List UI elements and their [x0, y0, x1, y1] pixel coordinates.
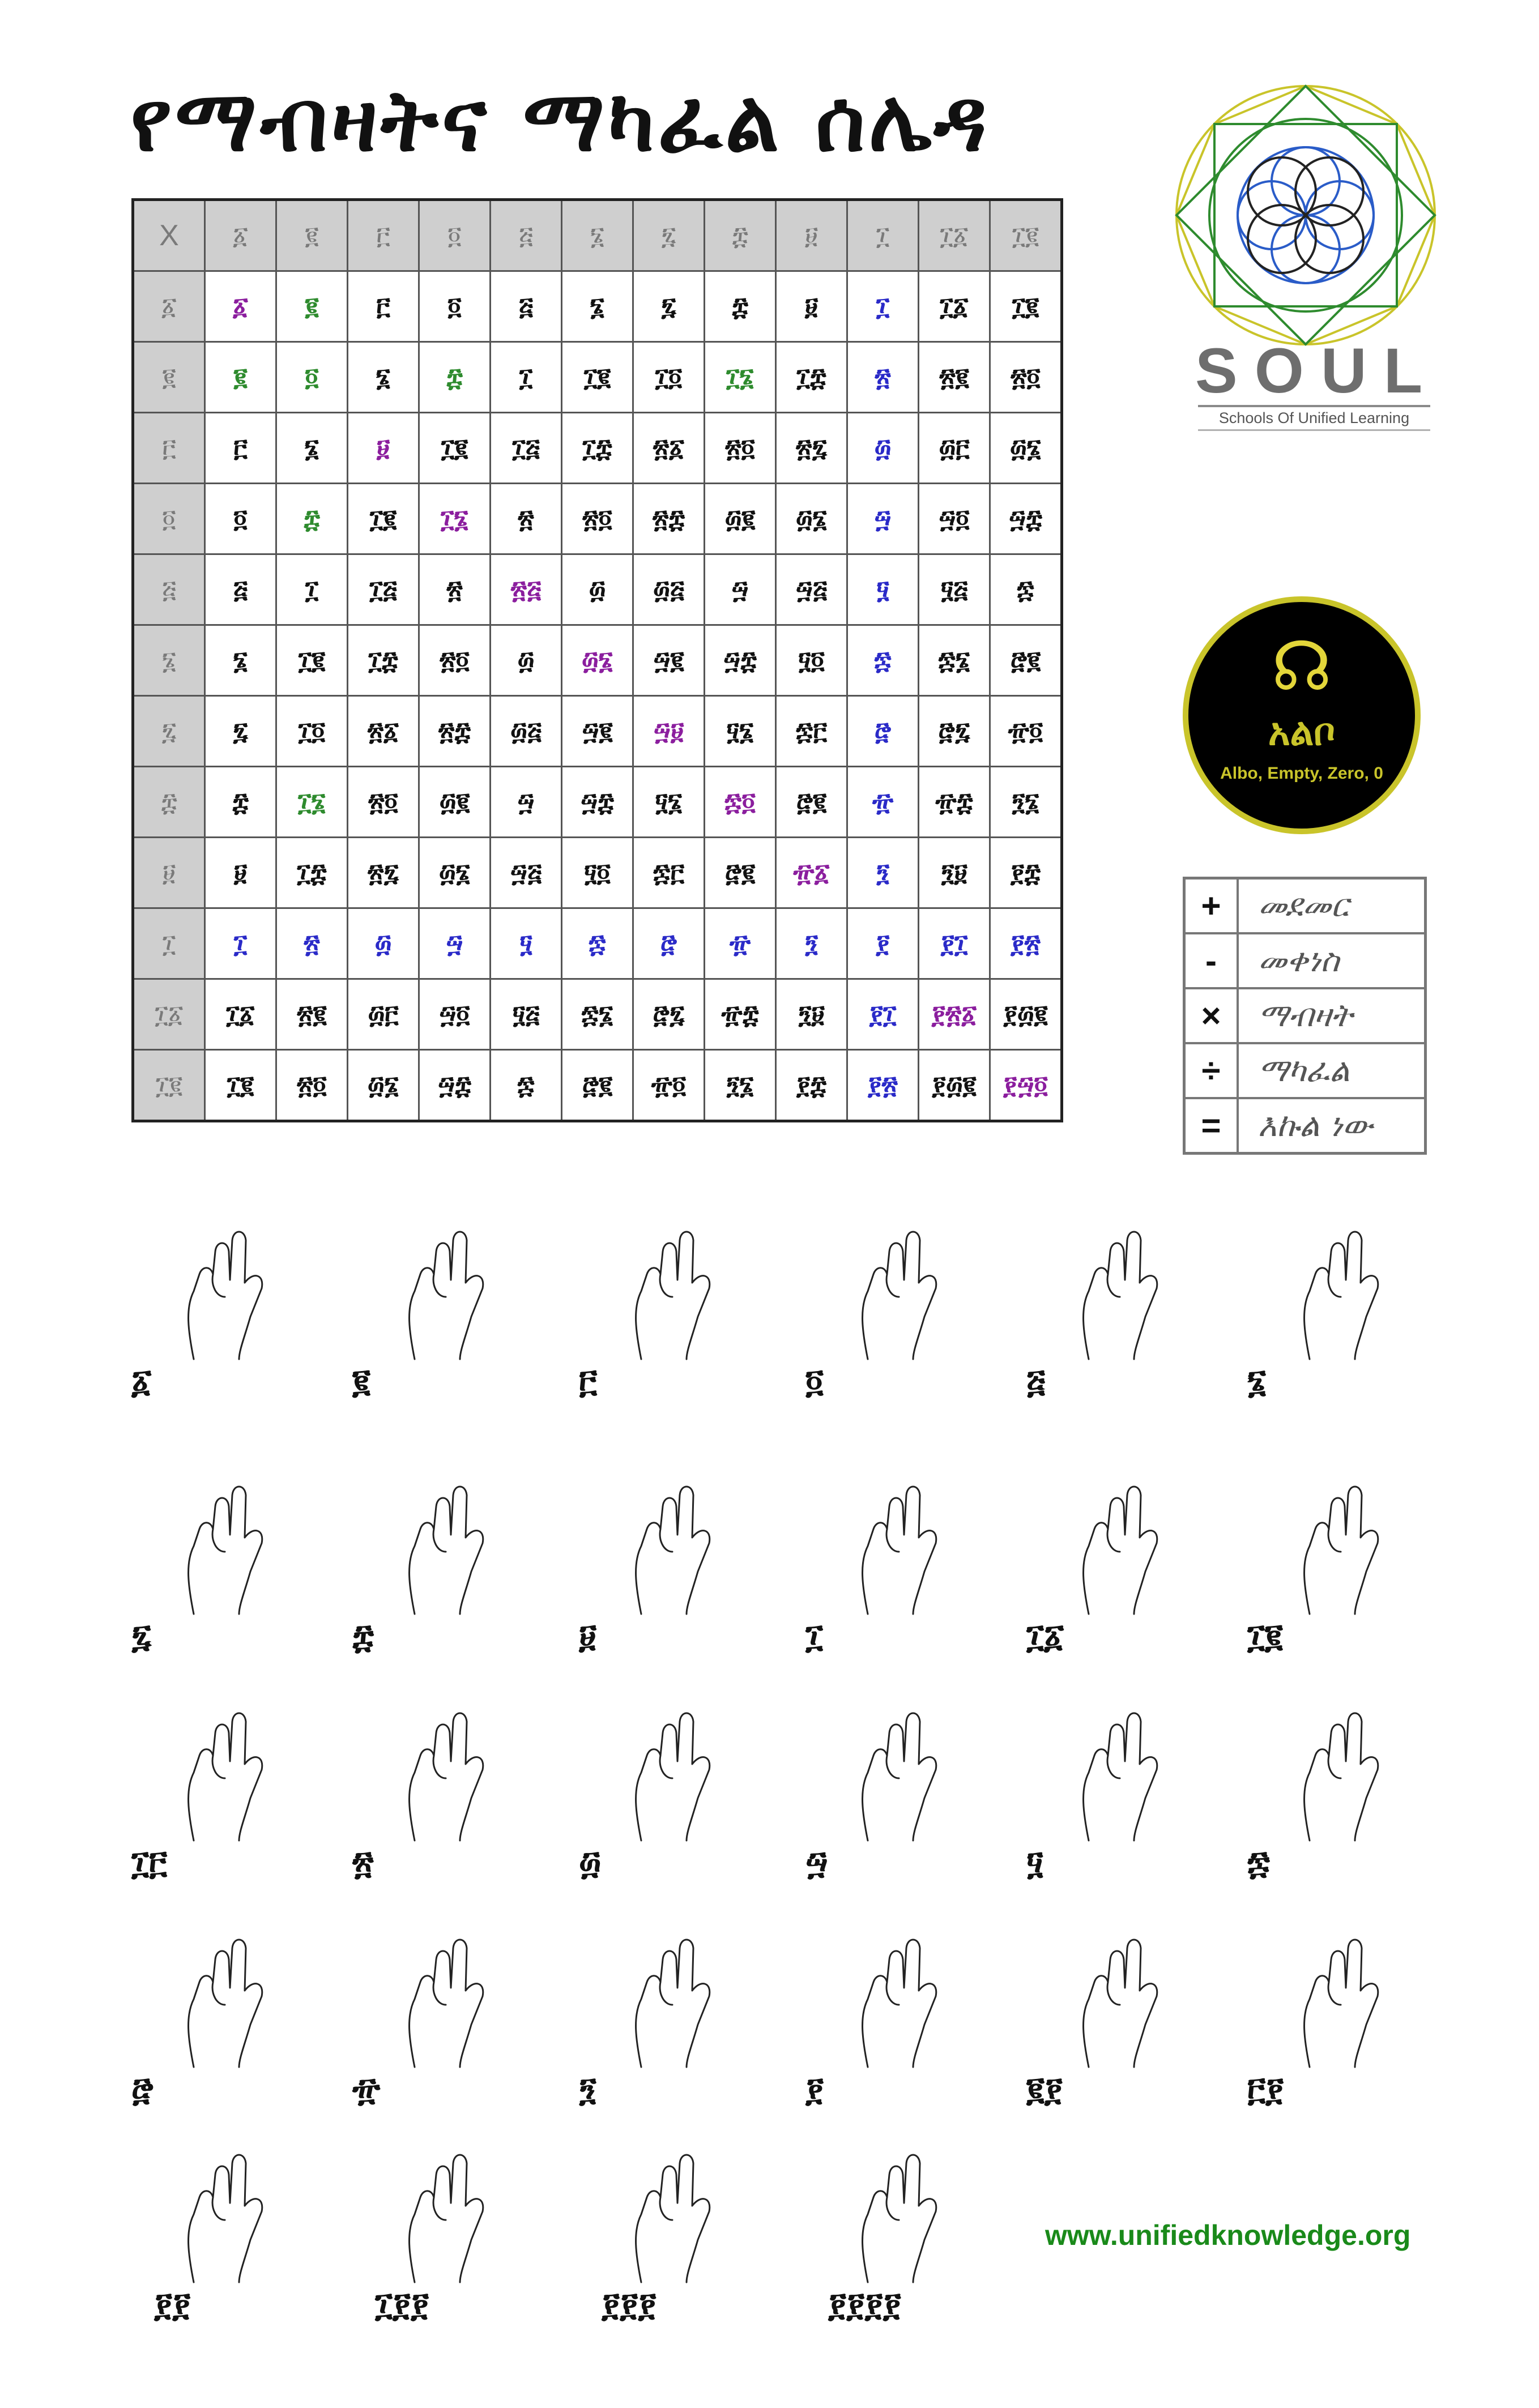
operator-row	[1184, 988, 1426, 1043]
product-cell: ፰	[705, 271, 776, 342]
hand-sign	[579, 2141, 766, 2333]
product-cell: ፲	[205, 908, 276, 979]
product-cell: ፳፰	[419, 696, 491, 767]
hand-sign-label: ፫፻	[1247, 2070, 1284, 2108]
column-header: ፮	[562, 200, 633, 271]
albo-glyph: ☊	[1271, 627, 1332, 706]
product-cell: ፯	[205, 696, 276, 767]
product-cell: ፳፭	[491, 554, 562, 625]
row-header: ፪	[133, 342, 205, 413]
hand-sign-label: ፴	[579, 1843, 602, 1882]
product-cell: ፴፭	[491, 696, 562, 767]
product-cell: ፪	[205, 342, 276, 413]
product-cell: ፭	[205, 554, 276, 625]
product-cell: ፵	[491, 767, 562, 838]
table-row	[133, 484, 1062, 554]
column-header: ፩	[205, 200, 276, 271]
product-cell: ፲፪	[562, 342, 633, 413]
hand-sign-label: ፯	[131, 1617, 152, 1655]
hand-sign-label: ፳	[352, 1843, 374, 1882]
product-cell: ፲፮	[419, 484, 491, 554]
product-cell: ፸	[633, 908, 705, 979]
product-cell: ፮	[348, 342, 419, 413]
hand-sign-icon	[828, 2141, 975, 2288]
operator-word: ማብዛት	[1238, 988, 1426, 1043]
product-cell: ፲፰	[348, 625, 419, 696]
table-row	[133, 413, 1062, 484]
product-cell: ፳	[847, 342, 919, 413]
product-cell: ፷	[847, 625, 919, 696]
operator-word: መቀነስ	[1238, 933, 1426, 988]
product-cell: ፺፮	[990, 767, 1062, 838]
table-corner: X	[133, 200, 205, 271]
operator-row	[1184, 1098, 1426, 1154]
product-cell: ፲፮	[705, 342, 776, 413]
product-cell: ፳፬	[562, 484, 633, 554]
hand-sign	[131, 1699, 318, 1892]
product-cell: ፴	[847, 413, 919, 484]
hand-sign-label: ፺	[579, 2070, 596, 2108]
product-cell: ፶	[491, 908, 562, 979]
product-cell: ፸፯	[919, 696, 990, 767]
hand-sign-label: ፲፪	[1247, 1617, 1283, 1655]
product-cell: ፻፰	[776, 1050, 847, 1121]
product-cell: ፷፫	[776, 696, 847, 767]
page-title: የማብዛትና ማካፈል ሰሌዳ	[130, 71, 991, 170]
operator-symbol: =	[1184, 1098, 1238, 1154]
hand-sign-icon	[1049, 1699, 1196, 1846]
albo-name: አልቦ	[1268, 710, 1336, 754]
product-cell: ፲፭	[491, 413, 562, 484]
product-cell: ፰	[419, 342, 491, 413]
product-cell: ፵	[705, 554, 776, 625]
product-cell: ፴፫	[919, 413, 990, 484]
hand-sign-icon	[602, 1472, 749, 1620]
hand-sign	[352, 1472, 539, 1665]
product-cell: ፫	[205, 413, 276, 484]
operator-symbol: ÷	[1184, 1043, 1238, 1098]
product-cell: ፹፰	[919, 767, 990, 838]
product-cell: ፹	[847, 767, 919, 838]
hand-sign-label: ፶	[1026, 1843, 1043, 1882]
hand-sign-label: ፲፫	[131, 1843, 167, 1882]
column-header: ፯	[633, 200, 705, 271]
hand-sign	[131, 2141, 318, 2333]
product-cell: ፻፵፬	[990, 1050, 1062, 1121]
product-cell: ፴	[348, 908, 419, 979]
product-cell: ፲፪	[990, 271, 1062, 342]
hand-sign-icon	[375, 1472, 522, 1620]
operator-word: እኩል ነው	[1238, 1098, 1426, 1154]
albo-badge	[1183, 596, 1421, 834]
product-cell: ፳	[276, 908, 348, 979]
product-cell: ፷፫	[633, 838, 705, 908]
hand-sign	[1247, 1925, 1434, 2118]
product-cell: ፳፩	[348, 696, 419, 767]
hand-sign-icon	[375, 1925, 522, 2073]
albo-caption: Albo, Empty, Zero, 0	[1220, 764, 1383, 783]
product-cell: ፳፬	[276, 1050, 348, 1121]
product-cell: ፲፩	[205, 979, 276, 1050]
product-cell: ፪	[276, 271, 348, 342]
hand-sign	[352, 2141, 539, 2333]
row-header: ፬	[133, 484, 205, 554]
row-header: ፫	[133, 413, 205, 484]
hand-sign	[1026, 1925, 1213, 2118]
hand-sign-icon	[1270, 1472, 1417, 1620]
hand-sign-icon	[154, 1699, 301, 1846]
product-cell: ፵፬	[419, 979, 491, 1050]
operator-row	[1184, 933, 1426, 988]
product-cell: ፻፲	[919, 908, 990, 979]
product-cell: ፴፪	[705, 484, 776, 554]
product-cell: ፭	[491, 271, 562, 342]
product-cell: ፵፰	[562, 767, 633, 838]
brand-tagline: Schools Of Unified Learning	[1198, 405, 1430, 431]
product-cell: ፷	[562, 908, 633, 979]
product-cell: ፲፪	[205, 1050, 276, 1121]
product-cell: ፵፪	[562, 696, 633, 767]
product-cell: ፲፬	[276, 696, 348, 767]
product-cell: ፮	[205, 625, 276, 696]
hand-sign	[131, 1218, 318, 1410]
product-cell: ፸፪	[776, 767, 847, 838]
product-cell: ፲፪	[276, 625, 348, 696]
product-cell: ፰	[205, 767, 276, 838]
column-header: ፱	[776, 200, 847, 271]
hand-sign	[579, 1218, 766, 1410]
hand-sign-icon	[828, 1925, 975, 2073]
product-cell: ፰	[276, 484, 348, 554]
product-cell: ፳፰	[633, 484, 705, 554]
row-header: ፱	[133, 838, 205, 908]
product-cell: ፴፭	[633, 554, 705, 625]
hand-sign-label: ፬	[805, 1362, 824, 1401]
soul-logo-icon	[1170, 79, 1442, 351]
product-cell: ፹፬	[990, 696, 1062, 767]
product-cell: ፻፳፩	[919, 979, 990, 1050]
hand-sign	[1247, 1699, 1434, 1892]
hand-sign-label: ፵	[805, 1843, 828, 1882]
hand-sign-label: ፻፻፻፻	[828, 2285, 901, 2324]
operator-row	[1184, 1043, 1426, 1098]
product-cell: ፲፪	[348, 484, 419, 554]
column-header: ፰	[705, 200, 776, 271]
product-cell: ፳፯	[776, 413, 847, 484]
hand-sign	[805, 2141, 992, 2333]
product-cell: ፶፬	[776, 625, 847, 696]
product-cell: ፸	[847, 696, 919, 767]
row-header: ፰	[133, 767, 205, 838]
row-header: ፲፩	[133, 979, 205, 1050]
product-cell: ፶፮	[633, 767, 705, 838]
product-cell: ፲፰	[562, 413, 633, 484]
column-header: ፬	[419, 200, 491, 271]
hand-sign	[352, 1699, 539, 1892]
product-cell: ፸፯	[633, 979, 705, 1050]
product-cell: ፴፪	[419, 767, 491, 838]
product-cell: ፺	[776, 908, 847, 979]
product-cell: ፲፮	[276, 767, 348, 838]
product-cell: ፵፰	[705, 625, 776, 696]
product-cell: ፴	[491, 625, 562, 696]
product-cell: ፴፮	[562, 625, 633, 696]
product-cell: ፵፰	[419, 1050, 491, 1121]
product-cell: ፲፰	[276, 838, 348, 908]
product-cell: ፺፮	[705, 1050, 776, 1121]
hand-sign	[805, 1472, 992, 1665]
hand-sign-icon	[602, 2141, 749, 2288]
hand-sign-label: ፲፻፻	[375, 2285, 429, 2324]
hand-sign-icon	[1049, 1472, 1196, 1620]
product-cell: ፶፭	[919, 554, 990, 625]
product-cell: ፻፳	[990, 908, 1062, 979]
column-header: ፪	[276, 200, 348, 271]
hand-sign-label: ፱	[579, 1617, 596, 1655]
product-cell: ፷	[990, 554, 1062, 625]
hand-sign-icon	[602, 1218, 749, 1365]
product-cell: ፸፪	[990, 625, 1062, 696]
hand-sign-label: ፹	[352, 2070, 381, 2108]
table-row	[133, 554, 1062, 625]
product-cell: ፮	[562, 271, 633, 342]
hand-sign-label: ፻፻	[154, 2285, 191, 2324]
hand-sign	[1247, 1218, 1434, 1410]
row-header: ፯	[133, 696, 205, 767]
product-cell: ፹፬	[633, 1050, 705, 1121]
hand-sign-icon	[828, 1699, 975, 1846]
column-header: ፲	[847, 200, 919, 271]
hand-sign-icon	[602, 1925, 749, 2073]
product-cell: ፷፬	[705, 767, 776, 838]
hand-sign	[1026, 1472, 1213, 1665]
product-cell: ፵፭	[491, 838, 562, 908]
product-cell: ፸፪	[705, 838, 776, 908]
hand-sign	[805, 1218, 992, 1410]
multiplication-table	[131, 198, 1063, 1122]
product-cell: ፺፱	[919, 838, 990, 908]
hand-sign-label: ፸	[131, 2070, 154, 2108]
product-cell: ፴፮	[348, 1050, 419, 1121]
hand-sign	[131, 1472, 318, 1665]
column-header: ፭	[491, 200, 562, 271]
product-cell: ፵	[847, 484, 919, 554]
brand-name: SOUL	[1195, 335, 1440, 406]
table-row	[133, 271, 1062, 342]
hand-sign	[805, 1699, 992, 1892]
product-cell: ፻፳	[847, 1050, 919, 1121]
product-cell: ፹፩	[776, 838, 847, 908]
hand-sign	[352, 1925, 539, 2118]
product-cell: ፻፴፪	[919, 1050, 990, 1121]
hand-sign-label: ፲	[805, 1617, 823, 1655]
website-link[interactable]: www.unifiedknowledge.org	[1045, 2219, 1411, 2251]
product-cell: ፷፮	[919, 625, 990, 696]
table-row	[133, 342, 1062, 413]
hand-sign-icon	[602, 1699, 749, 1846]
product-cell: ፻፴፪	[990, 979, 1062, 1050]
hand-sign	[1247, 1472, 1434, 1665]
hand-sign-icon	[828, 1472, 975, 1620]
product-cell: ፶፮	[705, 696, 776, 767]
table-row	[133, 696, 1062, 767]
row-header: ፩	[133, 271, 205, 342]
product-cell: ፲፭	[348, 554, 419, 625]
product-cell: ፻	[847, 908, 919, 979]
hand-sign-label: ፲፩	[1026, 1617, 1064, 1655]
row-header: ፲፪	[133, 1050, 205, 1121]
table-row	[133, 625, 1062, 696]
product-cell: ፳፬	[419, 625, 491, 696]
row-header: ፭	[133, 554, 205, 625]
hand-sign-label: ፷	[1247, 1843, 1271, 1882]
hand-sign-label: ፮	[1247, 1362, 1267, 1401]
hand-sign-label: ፻፻፻	[602, 2285, 656, 2324]
hand-sign-icon	[1049, 1218, 1196, 1365]
hand-sign-icon	[375, 1218, 522, 1365]
operator-symbol: ×	[1184, 988, 1238, 1043]
product-cell: ፸፪	[562, 1050, 633, 1121]
product-cell: ፹	[705, 908, 776, 979]
product-cell: ፳	[491, 484, 562, 554]
product-cell: ፱	[205, 838, 276, 908]
product-cell: ፻፲	[847, 979, 919, 1050]
hand-sign-icon	[154, 1925, 301, 2073]
product-cell: ፳፯	[348, 838, 419, 908]
product-cell: ፲	[491, 342, 562, 413]
product-cell: ፵፭	[776, 554, 847, 625]
table-row	[133, 908, 1062, 979]
product-cell: ፴፮	[419, 838, 491, 908]
hand-sign	[131, 1925, 318, 2118]
product-cell: ፳፬	[705, 413, 776, 484]
product-cell: ፶፬	[562, 838, 633, 908]
product-cell: ፲	[847, 271, 919, 342]
product-cell: ፵	[419, 908, 491, 979]
hand-sign-label: ፻	[805, 2070, 824, 2108]
product-cell: ፴፮	[990, 413, 1062, 484]
product-cell: ፳	[419, 554, 491, 625]
operator-symbol: +	[1184, 878, 1238, 934]
product-cell: ፲፩	[919, 271, 990, 342]
product-cell: ፲፬	[633, 342, 705, 413]
hand-sign	[1026, 1699, 1213, 1892]
hand-sign-label: ፰	[352, 1617, 374, 1655]
row-header: ፲	[133, 908, 205, 979]
hand-sign-icon	[1270, 1699, 1417, 1846]
hand-sign	[579, 1699, 766, 1892]
operator-symbol: -	[1184, 933, 1238, 988]
product-cell: ፱	[776, 271, 847, 342]
hand-sign-icon	[828, 1218, 975, 1365]
product-cell: ፲	[276, 554, 348, 625]
hand-sign-icon	[154, 1218, 301, 1365]
hand-sign-icon	[375, 2141, 522, 2288]
product-cell: ፴፮	[776, 484, 847, 554]
operators-legend	[1183, 877, 1427, 1155]
product-cell: ፱	[348, 413, 419, 484]
product-cell: ፲፪	[419, 413, 491, 484]
product-cell: ፷	[491, 1050, 562, 1121]
product-cell: ፶፭	[491, 979, 562, 1050]
product-cell: ፳፬	[348, 767, 419, 838]
product-cell: ፵፬	[919, 484, 990, 554]
hand-sign	[805, 1925, 992, 2118]
product-cell: ፳፩	[633, 413, 705, 484]
operator-row	[1184, 878, 1426, 934]
product-cell: ፵፪	[633, 625, 705, 696]
product-cell: ፵፰	[990, 484, 1062, 554]
hand-sign-label: ፩	[131, 1362, 152, 1401]
product-cell: ፮	[276, 413, 348, 484]
hand-sign-icon	[1270, 1925, 1417, 2073]
product-cell: ፯	[633, 271, 705, 342]
product-cell: ፫	[348, 271, 419, 342]
hand-sign-icon	[154, 2141, 301, 2288]
hand-sign-label: ፪	[352, 1362, 370, 1401]
operator-word: መደመር	[1238, 878, 1426, 934]
table-header-row	[133, 200, 1062, 271]
product-cell: ፬	[205, 484, 276, 554]
hand-sign	[1026, 1218, 1213, 1410]
product-cell: ፩	[205, 271, 276, 342]
operator-word: ማካፈል	[1238, 1043, 1426, 1098]
hand-sign-label: ፫	[579, 1362, 598, 1401]
table-row	[133, 767, 1062, 838]
hand-sign-icon	[1049, 1925, 1196, 2073]
column-header: ፲፩	[919, 200, 990, 271]
hand-sign-icon	[375, 1699, 522, 1846]
product-cell: ፹፰	[705, 979, 776, 1050]
row-header: ፮	[133, 625, 205, 696]
table-row	[133, 979, 1062, 1050]
product-cell: ፬	[419, 271, 491, 342]
hand-sign	[579, 1472, 766, 1665]
table-row	[133, 1050, 1062, 1121]
product-cell: ፳፪	[919, 342, 990, 413]
product-cell: ፵፱	[633, 696, 705, 767]
product-cell: ፳፪	[276, 979, 348, 1050]
product-cell: ፻፰	[990, 838, 1062, 908]
hand-sign-icon	[154, 1472, 301, 1620]
product-cell: ፴፫	[348, 979, 419, 1050]
table-row	[133, 838, 1062, 908]
column-header: ፫	[348, 200, 419, 271]
hand-sign-label: ፭	[1026, 1362, 1046, 1401]
product-cell: ፶	[847, 554, 919, 625]
column-header: ፲፪	[990, 200, 1062, 271]
product-cell: ፺፱	[776, 979, 847, 1050]
hand-sign	[352, 1218, 539, 1410]
hand-sign	[579, 1925, 766, 2118]
hand-sign-label: ፪፻	[1026, 2070, 1063, 2108]
product-cell: ፺	[847, 838, 919, 908]
product-cell: ፷፮	[562, 979, 633, 1050]
hand-sign-icon	[1270, 1218, 1417, 1365]
product-cell: ፲፰	[776, 342, 847, 413]
product-cell: ፴	[562, 554, 633, 625]
product-cell: ፳፬	[990, 342, 1062, 413]
product-cell: ፬	[276, 342, 348, 413]
